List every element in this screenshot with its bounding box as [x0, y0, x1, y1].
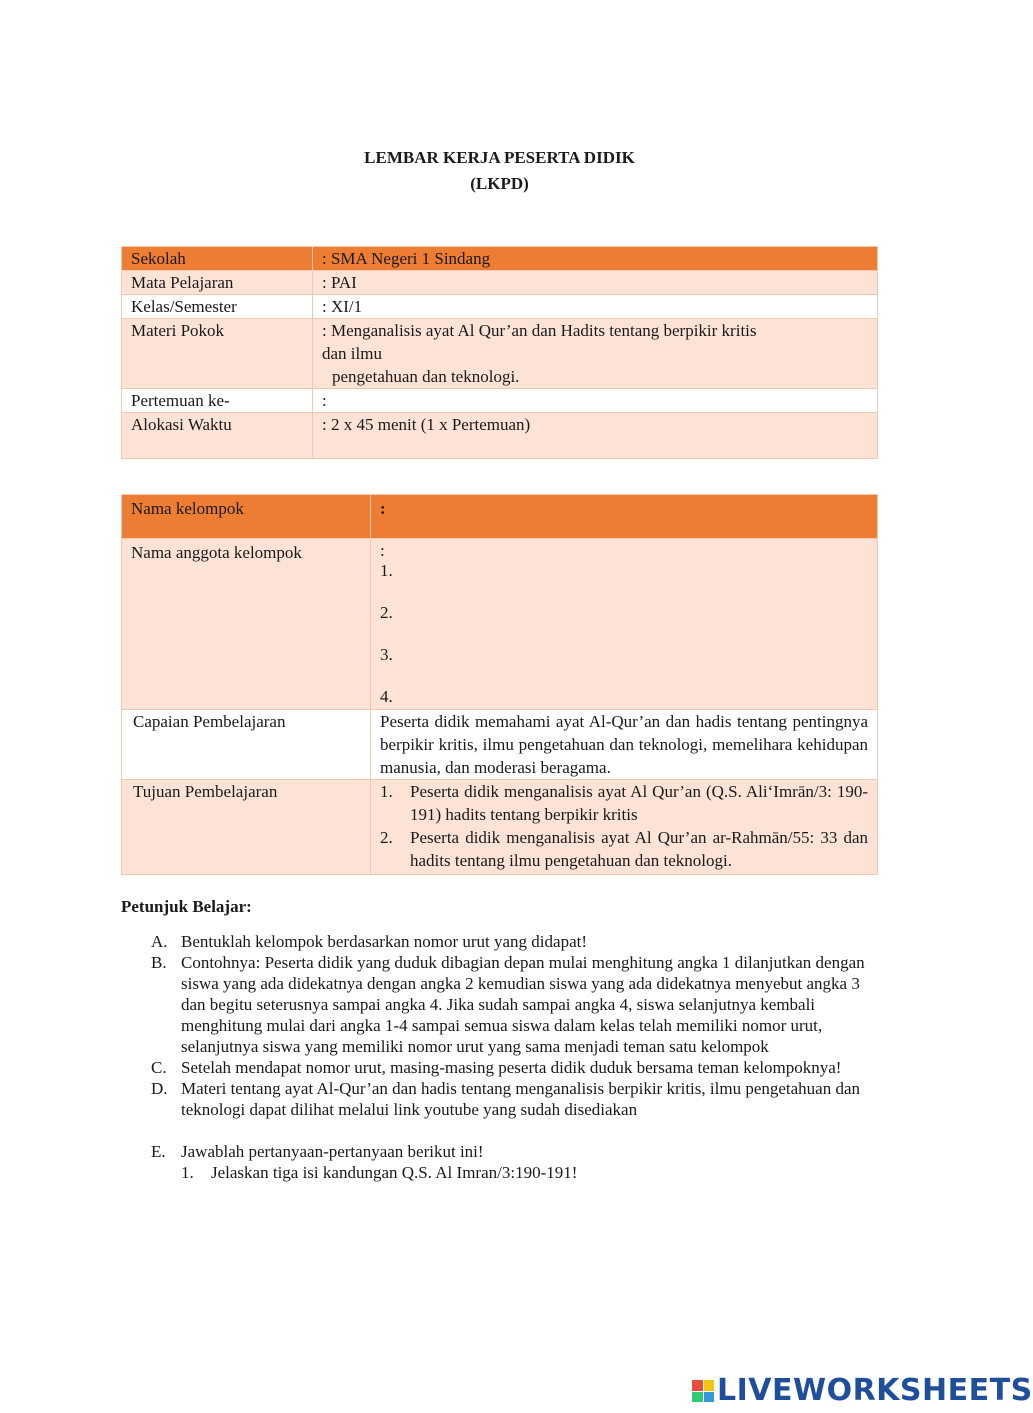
- logo-square: [692, 1380, 703, 1391]
- info-label: Sekolah: [122, 247, 313, 271]
- members-colon: :: [380, 541, 385, 560]
- tp-item: [380, 780, 868, 826]
- brand-wordmark[interactable]: LIVEWORKSHEETS: [717, 1373, 1033, 1408]
- group-table: [121, 494, 878, 875]
- cp-row: [122, 710, 878, 780]
- petunjuk-item: [151, 931, 873, 952]
- member-slot[interactable]: 2.: [380, 603, 393, 622]
- question-text: Jelaskan tiga isi kandungan Q.S. Al Imran/3:190-191!: [211, 1163, 578, 1182]
- petunjuk-title: Petunjuk Belajar:: [121, 897, 252, 916]
- info-row: [122, 295, 878, 319]
- petunjuk-item: [151, 952, 873, 1057]
- petunjuk-item: [151, 1141, 873, 1183]
- member-slot[interactable]: 3.: [380, 645, 393, 664]
- logo-square: [704, 1392, 715, 1403]
- members-list: [371, 539, 878, 710]
- question-list: [181, 1162, 873, 1183]
- members-label: Nama anggota kelompok: [122, 539, 371, 710]
- info-label: Pertemuan ke-: [122, 389, 313, 413]
- info-value: : 2 x 45 menit (1 x Pertemuan): [313, 413, 878, 459]
- petunjuk-text: Setelah mendapat nomor urut, masing-masing peserta didik duduk bersama teman kelompoknya!: [181, 1058, 842, 1077]
- petunjuk-text: Bentuklah kelompok berdasarkan nomor urut yang didapat!: [181, 932, 587, 951]
- petunjuk-item: [151, 1078, 873, 1120]
- cp-label: Capaian Pembelajaran: [122, 710, 371, 780]
- petunjuk-mark: D.: [151, 1079, 168, 1098]
- petunjuk-mark: C.: [151, 1058, 167, 1077]
- materi-line: pengetahuan dan teknologi.: [332, 367, 520, 386]
- group-name-row: [122, 495, 878, 539]
- petunjuk-mark: B.: [151, 953, 167, 972]
- tp-num: 2.: [380, 828, 393, 847]
- tp-num: 1.: [380, 782, 393, 801]
- info-label: Alokasi Waktu: [122, 413, 313, 459]
- petunjuk-item: [151, 1057, 873, 1078]
- info-row: [122, 413, 878, 459]
- tp-label: Tujuan Pembelajaran: [122, 780, 371, 875]
- info-value: [313, 319, 878, 389]
- tp-item: [380, 826, 868, 872]
- info-row: [122, 389, 878, 413]
- petunjuk-mark: A.: [151, 932, 168, 951]
- tp-text: Peserta didik menganalisis ayat Al Qur’an ar-Rahmān/55: 33 dan hadits tentang ilmu pengetahuan dan teknologi.: [410, 828, 868, 870]
- info-value: :: [313, 389, 878, 413]
- info-value: : SMA Negeri 1 Sindang: [313, 247, 878, 271]
- question-item: [181, 1162, 873, 1183]
- group-name-label: Nama kelompok: [122, 495, 371, 539]
- materi-line: dan ilmu: [322, 344, 382, 363]
- info-value: : XI/1: [313, 295, 878, 319]
- info-label: Kelas/Semester: [122, 295, 313, 319]
- group-members-row: [122, 539, 878, 710]
- tp-row: [122, 780, 878, 875]
- info-row: [122, 247, 878, 271]
- liveworksheets-logo-icon: [692, 1380, 714, 1402]
- petunjuk-text: Jawablah pertanyaan-pertanyaan berikut ini!: [181, 1142, 484, 1161]
- member-slot[interactable]: 4.: [380, 687, 393, 706]
- petunjuk-list: [121, 931, 873, 1183]
- member-slot[interactable]: 1.: [380, 561, 393, 580]
- petunjuk-mark: E.: [151, 1142, 166, 1161]
- info-row: [122, 319, 878, 389]
- info-table: [121, 246, 878, 459]
- document-title: LEMBAR KERJA PESERTA DIDIK: [364, 148, 635, 167]
- materi-line: : Menganalisis ayat Al Qur’an dan Hadits tentang berpikir kritis: [322, 321, 757, 340]
- info-label: Materi Pokok: [122, 319, 313, 389]
- question-num: 1.: [181, 1163, 194, 1182]
- info-value: : PAI: [313, 271, 878, 295]
- info-row: [122, 271, 878, 295]
- logo-square: [704, 1380, 715, 1391]
- info-label: Mata Pelajaran: [122, 271, 313, 295]
- cp-text: Peserta didik memahami ayat Al-Qur’an dan hadis tentang pentingnya berpikir kritis, ilmu pengetahuan dan teknologi, memelihara kehidupan manusia, dan moderasi beragama.: [371, 710, 878, 780]
- tp-list: [371, 780, 878, 875]
- petunjuk-text: Materi tentang ayat Al-Qur’an dan hadis tentang menganalisis berpikir kritis, ilmu pengetahuan dan teknologi dapat dilihat melalui link youtube yang sudah disediakan: [181, 1079, 861, 1119]
- tp-text: Peserta didik menganalisis ayat Al Qur’an (Q.S. Ali‘Imrān/3: 190-191) hadits tentang berpikir kritis: [410, 782, 868, 824]
- group-name-input[interactable]: :: [371, 495, 878, 539]
- logo-square: [692, 1392, 703, 1403]
- petunjuk-text: Contohnya: Peserta didik yang duduk dibagian depan mulai menghitung angka 1 dilanjutkan dengan siswa yang ada didekatnya dengan angka 2 kemudian siswa yang ada didekatnya menyebut angka 3 dan begitu seterusnya sampai angka 4. Jika sudah sampai angka 4, siswa selanjutnya kembali menghitung mulai dari angka 1-4 sampai semua siswa dalam kelas telah memiliki nomor urut, selanjutnya siswa yang memiliki nomor urut yang sama menjadi teman satu kelompok: [181, 953, 865, 1056]
- document-subtitle: (LKPD): [470, 174, 529, 193]
